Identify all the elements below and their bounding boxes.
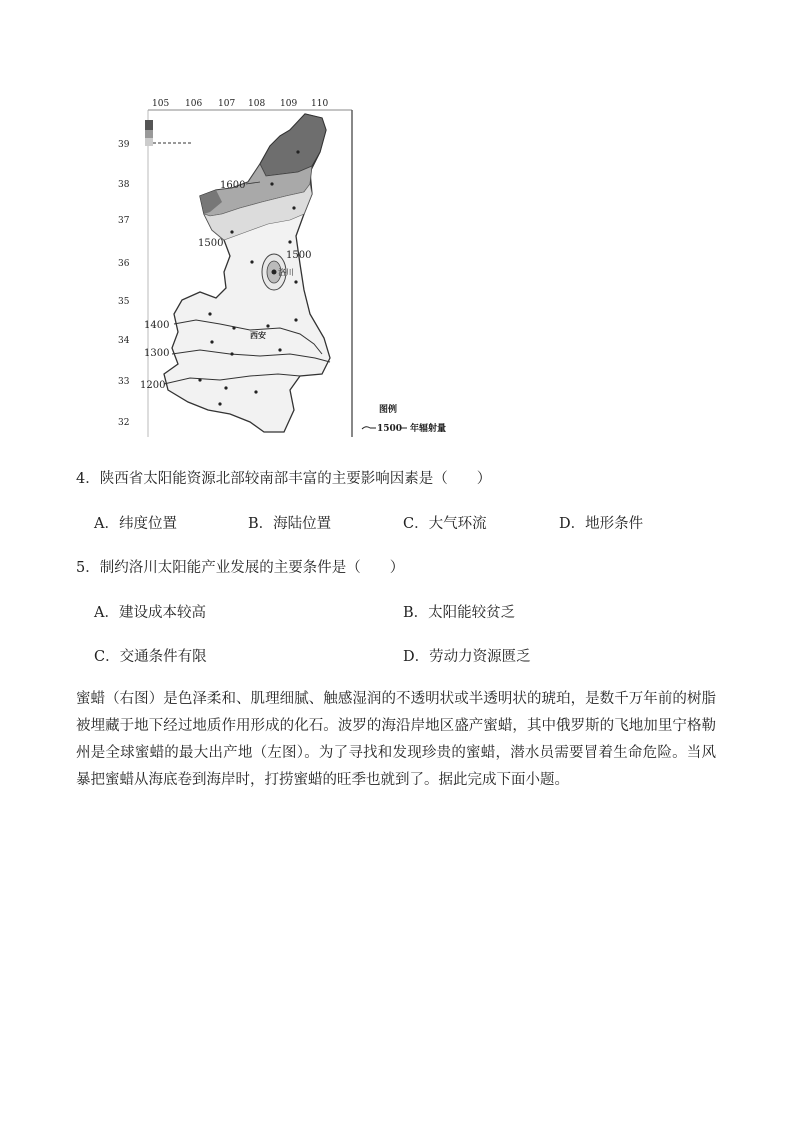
legend-label: 年辐射量 [410, 424, 447, 434]
q4-option-c[interactable]: C．大气环流 [403, 516, 487, 532]
lat-label: 38 [118, 180, 130, 190]
lon-label: 110 [311, 99, 329, 109]
amber-passage: 蜜蜡（右图）是色泽柔和、肌理细腻、触感湿润的不透明状或半透明状的琥珀，是数千万年前的树脂被埋藏于地下经过地质作用形成的化石。波罗的海沿岸地区盛产蜜蜡，其中俄罗斯的飞地加里宁格勒州是全球蜜蜡的最大出产地（左图）。为了寻找和发现珍贵的蜜蜡，潜水员需要冒着生命危险。当风暴把蜜蜡从海底卷到海岸时，打捞蜜蜡的旺季也就到了。据此完成下面小题。 [76, 691, 716, 788]
lat-label: 35 [118, 297, 130, 307]
high-radiation-zone [260, 114, 326, 176]
lon-label: 105 [152, 99, 170, 109]
lon-label: 108 [248, 99, 266, 109]
city-xian-label: 西安 [250, 330, 266, 340]
lon-label: 106 [185, 99, 203, 109]
lat-label: 36 [118, 259, 130, 269]
isoline-label-1500-luochuan: 1500 [286, 250, 312, 261]
lat-label: 39 [118, 140, 130, 150]
isoline-label-1300: 1300 [144, 348, 170, 359]
isoline-label-1400: 1400 [144, 320, 170, 331]
question-5-stem: 5．制约洛川太阳能产业发展的主要条件是（ ） [76, 560, 405, 576]
q4-option-d[interactable]: D．地形条件 [559, 516, 644, 532]
q5-option-b[interactable]: B．太阳能较贫乏 [403, 605, 516, 621]
lat-label: 37 [118, 216, 130, 226]
luochuan-city-dot [272, 270, 277, 275]
city-luochuan-label: 洛川 [278, 268, 294, 277]
question-4-stem: 4．陕西省太阳能资源北部较南部丰富的主要影响因素是（ ） [76, 471, 492, 487]
q5-option-a[interactable]: A．建设成本较高 [94, 605, 206, 621]
legend-isoline-sample [362, 427, 370, 429]
legend-value: 1500 [377, 424, 403, 434]
isoline-label-1200: 1200 [140, 380, 166, 391]
lat-label: 33 [118, 377, 130, 387]
legend-title: 图例 [379, 405, 398, 415]
q4-option-a[interactable]: A．纬度位置 [94, 516, 177, 532]
solar-radiation-map [100, 92, 480, 442]
shade-scale-mid [145, 130, 153, 138]
isoline-label-1500-west: 1500 [198, 238, 224, 249]
lon-label: 109 [280, 99, 298, 109]
shade-scale-dark [145, 120, 153, 130]
lat-label: 34 [118, 336, 130, 346]
lat-label: 32 [118, 418, 130, 428]
q5-option-d[interactable]: D．劳动力资源匮乏 [403, 649, 531, 665]
q5-option-c[interactable]: C．交通条件有限 [94, 649, 207, 665]
lon-label: 107 [218, 99, 236, 109]
q4-option-b[interactable]: B．海陆位置 [248, 516, 332, 532]
shade-scale-light [145, 138, 153, 146]
isoline-label-1600: 1600 [220, 180, 246, 191]
